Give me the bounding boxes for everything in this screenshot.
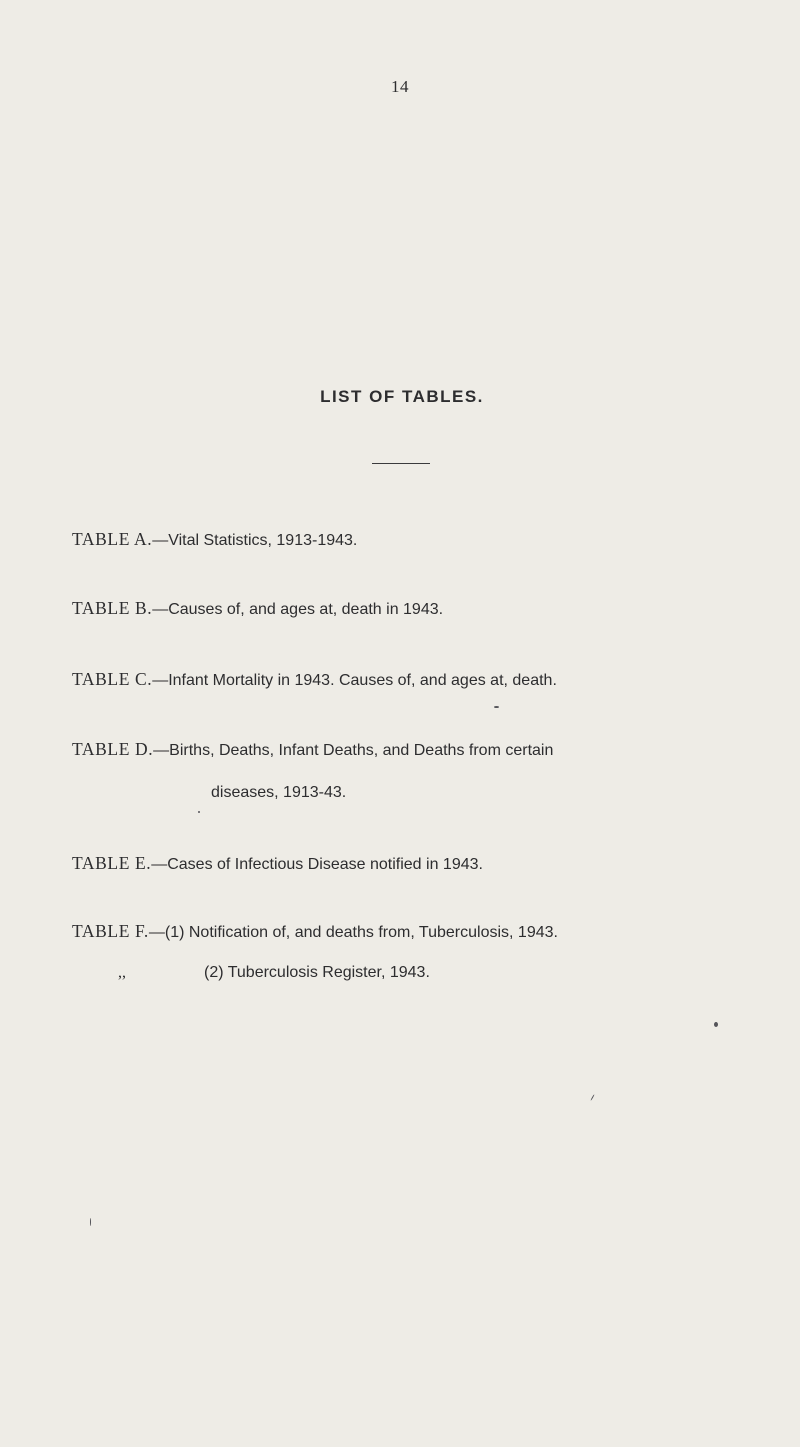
table-entry-d-continuation: diseases, 1913-43. [211,784,347,801]
scan-speck [494,706,499,708]
table-description: —Causes of, and ages at, death in 1943. [152,601,444,618]
table-description: —Births, Deaths, Infant Deaths, and Deaths from certain [153,742,554,759]
scan-speck [198,811,200,813]
table-label: TABLE B. [72,598,153,618]
scan-speck [714,1022,718,1027]
table-entry-d [72,738,553,762]
page-number: 14 [391,77,409,96]
ditto-mark: ,, [118,964,126,981]
table-description: —Infant Mortality in 1943. Causes of, and ages at, death. [152,672,557,689]
table-entry-c [72,668,557,692]
table-description: (2) Tuberculosis Register, 1943. [204,964,430,981]
scan-speck [590,1094,594,1101]
table-label: TABLE E. [72,853,152,873]
table-entry-e [72,852,483,876]
table-label: TABLE D. [72,739,154,759]
table-entry-f [72,920,558,944]
page-heading: LIST OF TABLES. [320,387,484,406]
table-entry-a [72,528,357,552]
heading-rule [372,463,430,464]
table-description: —Vital Statistics, 1913-1943. [152,532,358,549]
table-entry-f-sub [118,962,430,984]
table-description: —Cases of Infectious Disease notified in 1943. [151,856,483,873]
table-label: TABLE F. [72,921,149,941]
table-entry-b [72,597,443,621]
table-label: TABLE C. [72,669,153,689]
table-label: TABLE A. [72,529,153,549]
table-description: —(1) Notification of, and deaths from, Tuberculosis, 1943. [148,924,558,941]
scan-speck [90,1218,91,1226]
